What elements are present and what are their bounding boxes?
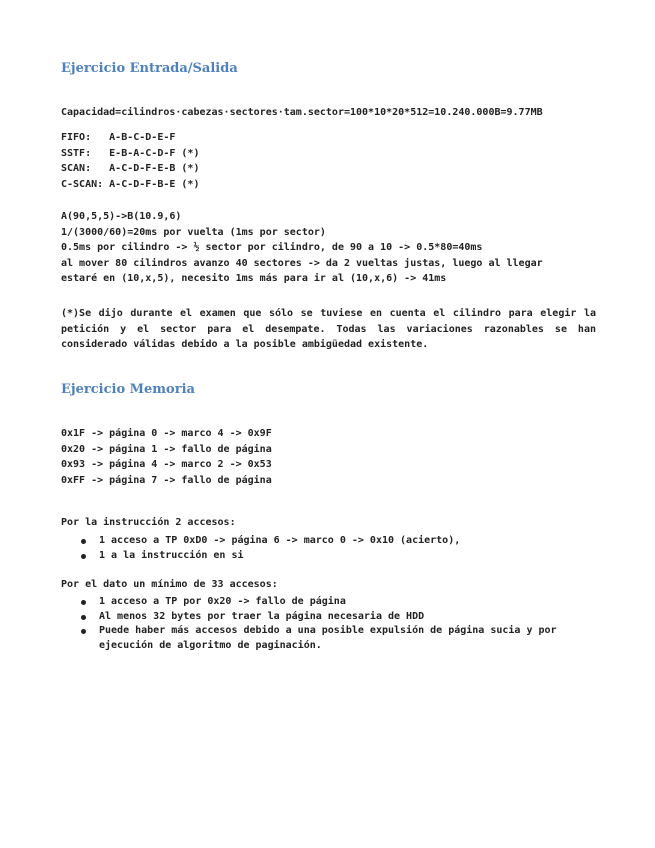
algorithm-line-scan: SCAN: A-C-D-F-E-B (*) — [61, 163, 200, 174]
bullet-icon — [81, 554, 86, 559]
algorithm-line-cscan: C-SCAN: A-C-D-F-B-E (*) — [61, 178, 200, 190]
data-bullet-list — [61, 595, 601, 653]
calculation-block — [61, 209, 543, 287]
memory-section-title: Ejercicio Memoria — [61, 382, 195, 397]
list-item: 1 acceso a TP 0xD0 -> página 6 -> marco 0 -> 0x10 (acierto), — [61, 534, 601, 549]
translation-line: 0xFF -> página 7 -> fallo de página — [61, 474, 272, 486]
translation-line: 0x20 -> página 1 -> fallo de página — [61, 443, 272, 455]
bullet-icon — [81, 600, 86, 605]
algorithm-line-fifo: FIFO: A-B-C-D-E-F — [61, 132, 176, 143]
instruction-heading: Por la instrucción 2 accesos: — [61, 517, 236, 528]
list-item: 1 acceso a TP por 0x20 -> fallo de página — [61, 595, 601, 610]
instruction-bullet-list — [61, 534, 601, 563]
calc-line: 0.5ms por cilindro -> ½ sector por cilindro, de 90 a 10 -> 0.5*80=40ms — [61, 242, 483, 253]
translation-line: 0x1F -> página 0 -> marco 4 -> 0x9F — [61, 428, 272, 439]
data-heading: Por el dato un mínimo de 33 accesos: — [61, 579, 278, 590]
bullet-icon — [81, 629, 86, 634]
calc-line: A(90,5,5)->B(10.9,6) — [61, 211, 182, 222]
capacity-line: Capacidad=cilindros·cabezas·sectores·tam.sector=100*10*20*512=10.240.000B=9.77MB — [61, 107, 543, 118]
algorithm-line-sstf: SSTF: E-B-A-C-D-F (*) — [61, 147, 200, 159]
calc-line: al mover 80 cilindros avanzo 40 sectores -> da 2 vueltas justas, luego al llegar — [61, 257, 543, 269]
calc-line: 1/(3000/60)=20ms por vuelta (1ms por sector) — [61, 226, 326, 238]
translation-line: 0x93 -> página 4 -> marco 2 -> 0x53 — [61, 459, 272, 470]
io-section-title: Ejercicio Entrada/Salida — [61, 61, 238, 76]
io-note: (*)Se dijo durante el examen que sólo se tuviese en cuenta el cilindro para elegir la petición y el sector para el desempate. Todas las variaciones razonables se han considerado válidas debido a la posible ambigüedad existente. — [61, 308, 596, 350]
list-item: Al menos 32 bytes por traer la página necesaria de HDD — [61, 610, 601, 625]
translations-block — [61, 426, 272, 488]
bullet-icon — [81, 615, 86, 620]
calc-line: estaré en (10,x,5), necesito 1ms más para ir al (10,x,6) -> 41ms — [61, 273, 447, 284]
algorithms-block — [61, 130, 199, 192]
list-item: Puede haber más accesos debido a una posible expulsión de página sucia y por ejecución de algoritmo de paginación. — [61, 624, 601, 653]
list-item: 1 a la instrucción en si — [61, 549, 601, 564]
bullet-icon — [81, 539, 86, 544]
